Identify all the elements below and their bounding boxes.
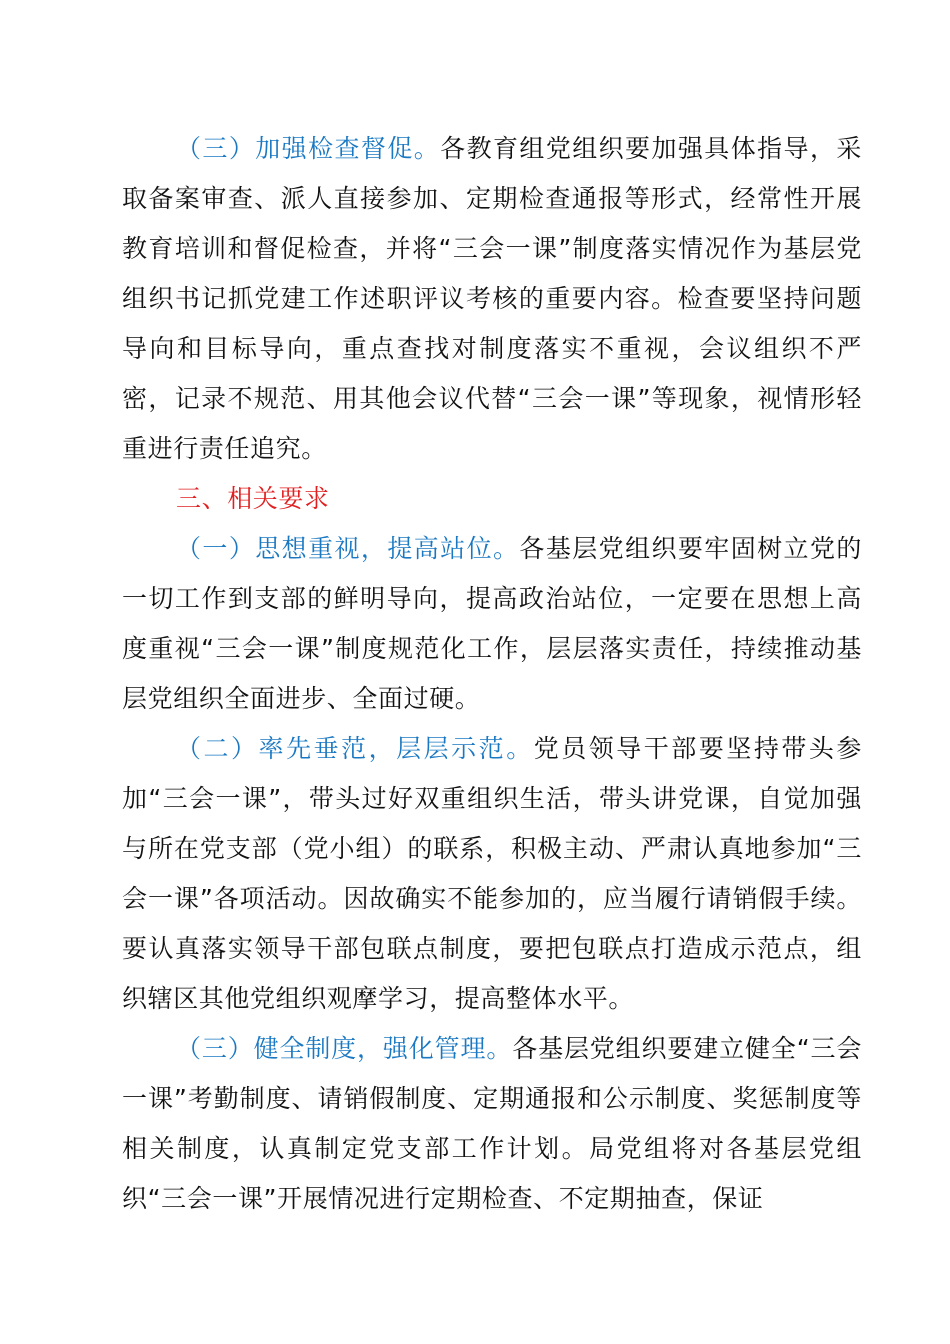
paragraph-lead-example: （二）率先垂范，层层示范。 — [176, 734, 534, 763]
paragraph-text-system: 各基层党组织要建立健全“三会一课”考勤制度、请销假制度、定期通报和公示制度、奖惩制度等相关制度，认真制定党支部工作计划。局党组将对各基层党组织“三会一课”开展情况进行定期检查、不定期抽查，保证 — [122, 1034, 862, 1213]
paragraph-text-ideological: 各基层党组织要牢固树立党的一切工作到支部的鲜明导向，提高政治站位，一定要在思想上高度重视“三会一课”制度规范化工作，层层落实责任，持续推动基层党组织全面进步、全面过硬。 — [122, 534, 862, 713]
paragraph-text-inspection: 各教育组党组织要加强具体指导，采取备案审查、派人直接参加、定期检查通报等形式，经常性开展教育培训和督促检查，并将“三会一课”制度落实情况作为基层党组织书记抓党建工作述职评议考核的重要内容。检查要坚持问题导向和目标导向，重点查找对制度落实不重视，会议组织不严密，记录不规范、用其他会议代替“三会一课”等现象，视情形轻重进行责任追究。 — [122, 134, 862, 463]
paragraph-lead-system: （三）健全制度，强化管理。 — [176, 1034, 513, 1063]
document-body — [122, 124, 862, 1224]
paragraph-lead-by-example — [122, 724, 862, 1024]
paragraph-text-example: 党员领导干部要坚持带头参加“三会一课”，带头过好双重组织生活，带头讲党课，自觉加强与所在党支部（党小组）的联系，积极主动、严肃认真地参加“三会一课”各项活动。因故确实不能参加的，应当履行请销假手续。要认真落实领导干部包联点制度，要把包联点打造成示范点，组织辖区其他党组织观摩学习，提高整体水平。 — [122, 734, 862, 1013]
paragraph-inspection-supervision — [122, 124, 862, 474]
paragraph-lead-ideological: （一）思想重视，提高站位。 — [176, 534, 520, 563]
paragraph-lead-inspection: （三）加强检查督促。 — [176, 134, 441, 163]
section-heading-requirements: 三、相关要求 — [176, 484, 330, 513]
paragraph-ideological-attention — [122, 524, 862, 724]
paragraph-improve-system — [122, 1024, 862, 1224]
